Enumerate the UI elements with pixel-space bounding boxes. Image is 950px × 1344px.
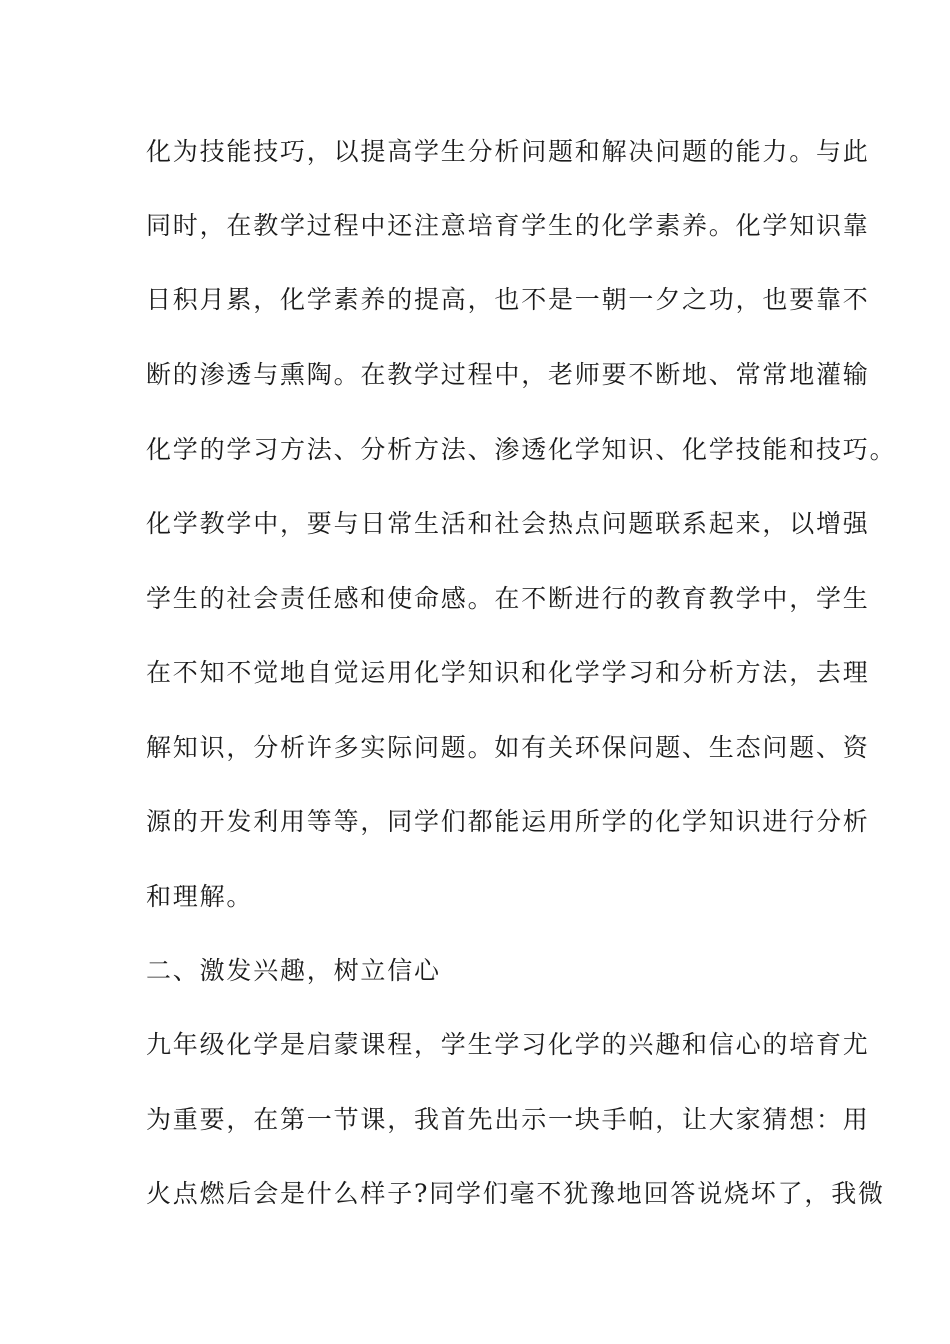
paragraph-line: 九年级化学是启蒙课程，学生学习化学的兴趣和信心的培育尤 [146,1030,870,1059]
paragraph-line: 学生的社会责任感和使命感。在不断进行的教育教学中，学生 [146,584,870,613]
paragraph-line: 化学的学习方法、分析方法、渗透化学知识、化学技能和技巧。 [146,435,897,464]
paragraph-line: 日积月累，化学素养的提高，也不是一朝一夕之功，也要靠不 [146,285,870,314]
paragraph-line: 和理解。 [146,882,254,911]
paragraph-line: 源的开发利用等等，同学们都能运用所学的化学知识进行分析 [146,807,870,836]
paragraph-line: 化学教学中，要与日常生活和社会热点问题联系起来，以增强 [146,509,870,538]
paragraph-line: 解知识，分析许多实际问题。如有关环保问题、生态问题、资 [146,733,870,762]
paragraph-line: 化为技能技巧，以提高学生分析问题和解决问题的能力。与此 [146,137,870,166]
paragraph-line: 为重要，在第一节课，我首先出示一块手帕，让大家猜想：用 [146,1105,870,1134]
paragraph-line: 同时，在教学过程中还注意培育学生的化学素养。化学知识靠 [146,211,870,240]
paragraph-line: 在不知不觉地自觉运用化学知识和化学学习和分析方法，去理 [146,658,870,687]
section-heading: 二、激发兴趣，树立信心 [146,956,441,985]
paragraph-line: 火点燃后会是什么样子?同学们毫不犹豫地回答说烧坏了，我微 [146,1179,885,1208]
paragraph-line: 断的渗透与熏陶。在教学过程中，老师要不断地、常常地灌输 [146,360,870,389]
